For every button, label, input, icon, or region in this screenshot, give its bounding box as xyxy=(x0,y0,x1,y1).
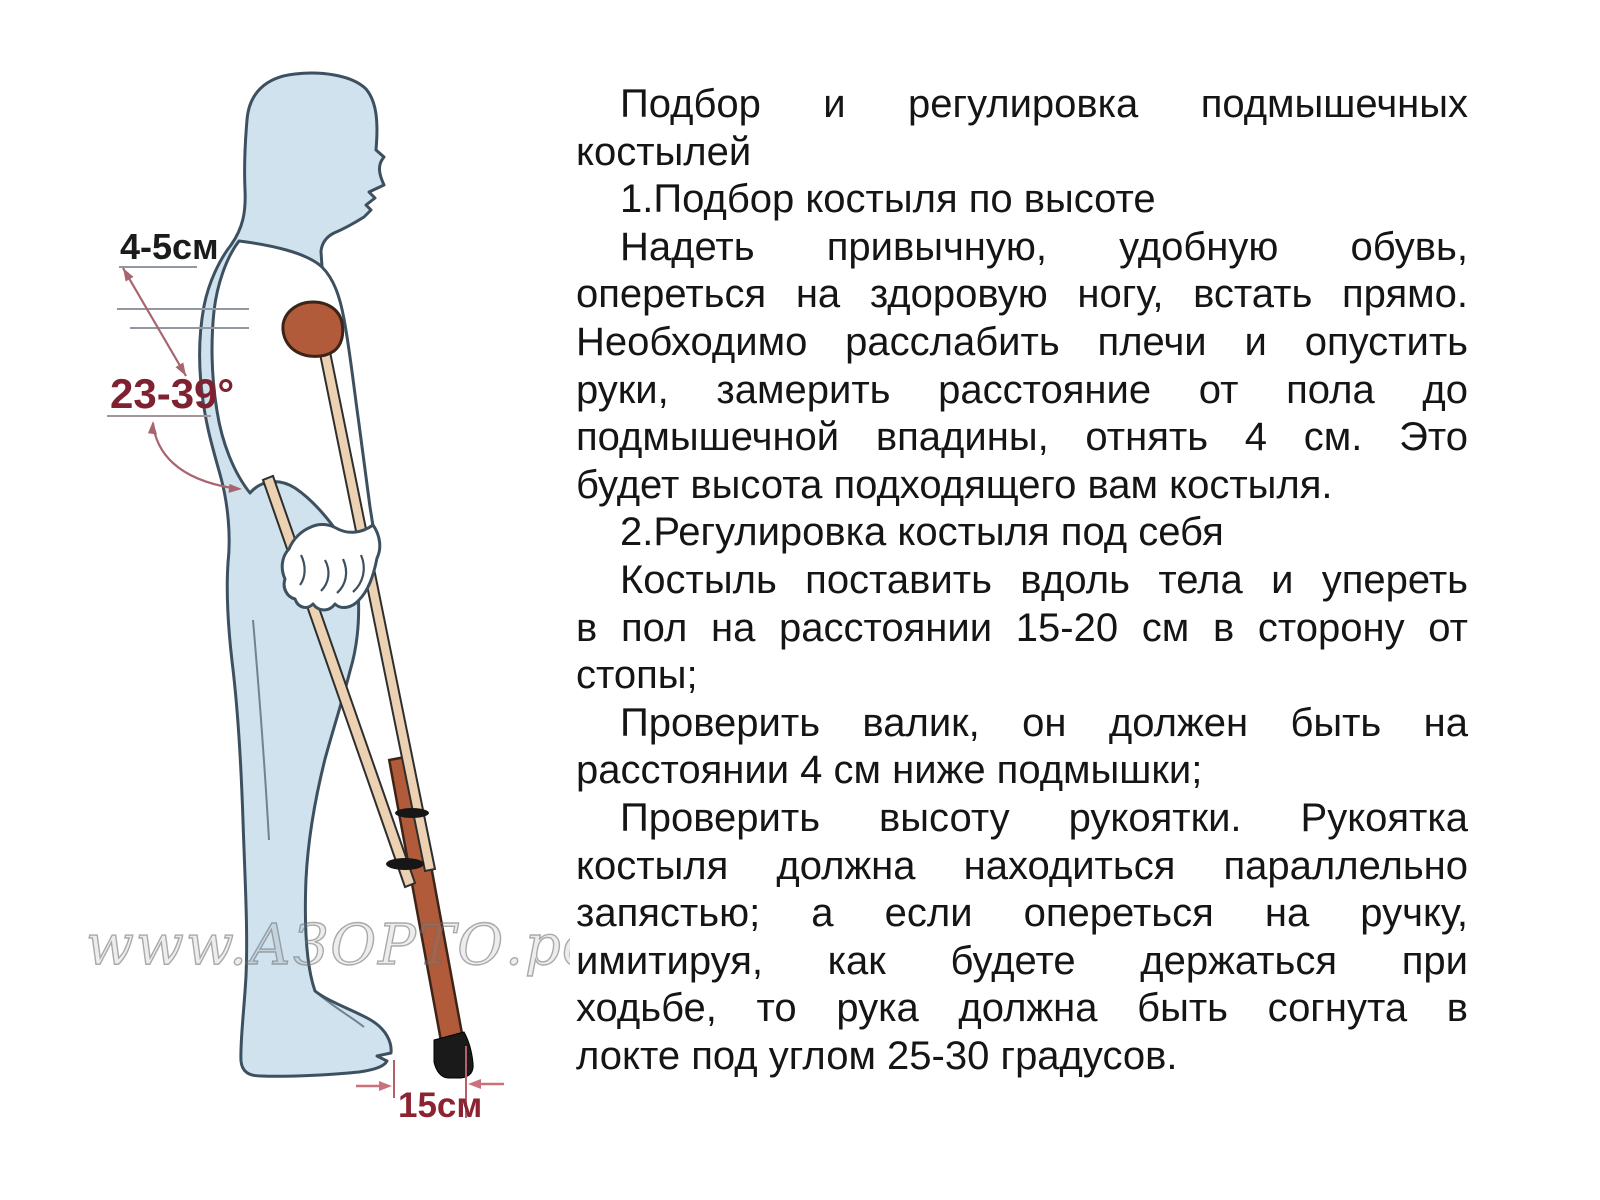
elbow-angle-label: 23-39° xyxy=(110,370,235,417)
instruction-text xyxy=(576,81,1468,1080)
text-line: будет высота подходящего вам костыля. xyxy=(576,462,1333,507)
crutch-fitting-figure xyxy=(60,40,570,1160)
text-line: опереться на здоровую ногу, встать прямо. xyxy=(576,272,1468,317)
text-line: имитируя, как будете держаться при xyxy=(576,938,1468,983)
crutch-rubber-tip xyxy=(434,1032,473,1078)
text-line: 1.Подбор костыля по высоте xyxy=(620,177,1156,222)
text-line: Костыль поставить вдоль тела и упереть xyxy=(620,557,1468,602)
text-line: Проверить высоту рукоятки. Рукоятка xyxy=(620,795,1468,840)
watermark-text: www.АЗОРТО.рф xyxy=(86,913,570,978)
crutch-extension-leg xyxy=(389,756,463,1042)
hand xyxy=(282,524,380,610)
text-line: костыля должна находиться параллельно xyxy=(576,843,1468,888)
text-line: ходьбе, то рука должна быть согнута в xyxy=(576,986,1468,1031)
text-line: 2.Регулировка костыля под себя xyxy=(620,510,1224,555)
text-line: запястью; а если опереться на ручку, xyxy=(576,891,1468,936)
text-line: Проверить валик, он должен быть на xyxy=(620,700,1468,745)
underarm-pad xyxy=(283,302,343,356)
armpit-gap-arrow xyxy=(123,268,186,376)
text-line: локте под углом 25-30 градусов. xyxy=(576,1033,1178,1078)
floor-distance-label: 15см xyxy=(398,1086,483,1125)
text-line: руки, замерить расстояние от пола до xyxy=(576,367,1468,412)
figure-svg xyxy=(60,40,570,1160)
text-line: Подбор и регулировка подмышечных xyxy=(620,82,1468,126)
text-line: костылей xyxy=(576,129,752,174)
text-line: в пол на расстоянии 15-20 см в сторону от xyxy=(576,605,1468,650)
armpit-gap-label: 4-5см xyxy=(120,226,219,267)
text-line: Необходимо расслабить плечи и опустить xyxy=(576,319,1468,364)
text-line: стопы; xyxy=(576,653,698,698)
text-line: Надеть привычную, удобную обувь, xyxy=(620,224,1468,269)
text-line: расстоянии 4 см ниже подмышки; xyxy=(576,748,1203,793)
text-line: подмышечной впадины, отнять 4 см. Это xyxy=(576,415,1468,460)
